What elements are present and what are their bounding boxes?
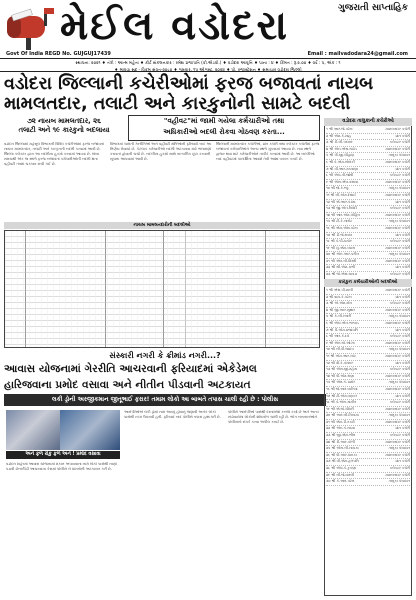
registration-number: Govt Of India REGD No. GUJGUJ17439 [6,51,111,57]
sidebar-row-name: ૨૫ શ્રી એસ.બી.નાયકા [326,446,359,451]
story2-column-1 [6,462,120,596]
sidebar-row [326,479,410,486]
issue-info-line-2: ♦ શ્રાવણ સુદ - વિક્રમ સંવત-૨૦૮૦ ♦ ગુરુવાર, ૧૫ ઓગસ્ટ, ૨૦૨૪ ♦ પો. રજીસ્ટ્રેશન ♦ સમાચાર વડોદરા જિલ્લો [114,67,302,72]
sidebar-row-place: કલેક્ટર કચેરી [389,173,410,178]
sidebar-row-place: તાલુકા પંચાયત [388,347,410,352]
mailbox-logo-icon [4,4,56,50]
subhead-boxed-line-2: અધિકારીઓ બદલી રોકવા ગોઠવણ કરતા... [163,128,285,136]
sidebar-row-place: કલેક્ટર કચેરી [389,206,410,211]
sidebar-row [326,219,410,226]
sidebar-row [326,367,410,374]
accused-photo-2 [60,410,120,450]
sidebar-row-name: ૧ શ્રી એસ.પી.માલી [326,288,353,292]
sidebar-row-place: મામલતદાર કચેરી [385,472,410,477]
main-headline-line-2: મામલતદાર, તલાટી અને કારકુનોની સામટે બદલી [4,94,351,114]
article-column-3-text: જિલ્લાની મામલતદાર કચેરીઓ, પ્રાંત કચેરી તથા કલેક્ટર કચેરીમાં ફરજ બજાવતાં કર્મચારીઓને અન્ય સ્થળે મૂકવામાં આવ્યા છે. નવા સ્થળે હાજર થવા માટે કર્મચારીઓને તાકીદ કરવામાં આવી છે. આ બદલીઓ બાદ વહીવટમાં પારદર્શિતા આવશે તેવી આશા વ્યક્ત કરાઈ છે. [216,142,320,161]
sidebar-list-1 [326,127,410,277]
sidebar-row-name: ૧૦ શ્રી જે.કે.ભટ્ટ [326,186,349,191]
sidebar-row-name: ૨૨ શ્રી સી.એમ.ડાભી [326,265,355,270]
sidebar-row-name: ૨૨ શ્રી એન.કે.રાઠવા [326,426,355,431]
sidebar-row-place: મામલતદાર કચેરી [385,320,410,325]
sidebar-row-place: મામલતદાર કચેરી [385,340,410,345]
sidebar-row-name: ૫ શ્રી પી.જી.ચૌહાણ [326,153,355,158]
sidebar-row-place: કલેક્ટર કચેરી [389,367,410,372]
story2-column-3-text: પોલીસે આરોપીઓ પાસેથી દસ્તાવેજો કબજે કર્યા છે અને અન્ય સંડોવાયેલા લોકોની શોધખોળ ચાલી રહી છે. ભોગ બનનારાઓને પોલીસનો સંપર્ક કરવા અપીલ કરાઈ છે. [228,410,319,424]
main-headline-line-1: વડોદરા જિલ્લાની કચેરીઓમાં ફરજ બજાવતાં નાયબ [4,74,374,94]
sidebar-row [326,380,410,387]
sidebar-row-place: પ્રાંત કચેરી [395,265,410,270]
sidebar-row-place: તાલુકા પંચાયત [388,252,410,257]
sidebar-row-name: ૨૬ શ્રી પી.આર.ધાનકા [326,452,357,457]
sidebar-row-place: મામલતદાર કચેરી [385,179,410,184]
sidebar-row-name: ૩ શ્રી એ.એમ.શેખ [326,301,353,306]
sidebar-row [326,127,410,134]
sidebar-row-place: કલેક્ટર કચેરી [389,433,410,438]
subhead-left-line-2: તલાટી અને ૧૯ કારકુનો બદલાયા [18,125,110,134]
sidebar-row-name: ૧૨ શ્રી એ.આર.પંડ્યા [326,199,356,204]
story2-highlight-bar: લકી ડ્રોની અરજીકમાન જીતૂભાઈ ફરાર! તમામ લોકો આ બાબતે તપાસ ચાલી રહી છે : પોલીસ [4,394,326,406]
sidebar-title-2: કારકુન કર્મચારીઓની બદલીઓ [324,279,412,287]
sidebar-row-name: ૧૩ શ્રી જી.એન.ત્રિવેદી [326,206,357,211]
sidebar-row [326,321,410,328]
sidebar-row [326,206,410,213]
sidebar-row-name: ૧૬ શ્રી જે.આર.બારિયા [326,386,358,391]
sidebar-row-name: ૧૯ શ્રી એ.જે.ચૌધરી [326,406,354,411]
sidebar-row-name: ૬ શ્રી એચ.એન.ભરવાડ [326,320,359,325]
story2-kicker: સંસ્કારી નગરી કે ક્રીમાંડ નગરી...? [109,351,221,360]
sidebar-row-place: તાલુકા પંચાયત [388,219,410,224]
sidebar-row-place: કલેક્ટર કચેરી [389,140,410,145]
sidebar-row-place: પ્રાંત કચેરી [395,199,410,204]
sidebar-row-name: ૬ શ્રી કે.એમ.સોલંકી [326,159,355,164]
sidebar-row-place: તાલુકા પંચાયત [388,413,410,418]
sidebar-row [326,272,410,277]
sidebar-row-place: મામલતદાર કચેરી [385,192,410,197]
sidebar-row [326,433,410,440]
sidebar-row-name: ૨૩ શ્રી જી.એમ.ભીલ [326,433,356,438]
story2-column-3 [228,410,324,596]
sidebar-row-place: પ્રાંત કચેરી [395,294,410,299]
sidebar-row-place: મામલતદાર કચેરી [385,386,410,391]
sidebar-row-place: મામલતદાર કચેરી [385,353,410,358]
sidebar-row [326,160,410,167]
sidebar-row [326,446,410,453]
sidebar-row-name: ૯ શ્રી એન.જે.ઓઝા [326,340,355,345]
sidebar-row-place: મામલતદાર કચેરી [385,288,410,292]
sidebar-row-name: ૧૪ શ્રી આર.એમ.ગોહિલ [326,212,360,217]
article-column-1-text: વડોદરા જિલ્લામાં મહેસૂલ વિભાગની વિવિધ કચેરીઓમાં ફરજ બજાવતાં નાયબ મામલતદાર, તલાટી અને કારકુનની બદલી કરવામાં આવી છે. જિલ્લા કલેક્ટર દ્વારા આ બદલીના હુકમો કરવામાં આવ્યા છે. લાંબા સમયથી એક જ સ્થળે ફરજ બજાવતાં કર્મચારીઓની બદલી થતા વહીવટી તંત્રમાં ચકચાર મચી ગઈ છે. [4,142,105,166]
article-column-1 [4,142,106,220]
sidebar-row-name: ૧૭ શ્રી ટી.એમ.વણકર [326,393,358,398]
story2-column-1-text: વડોદરા શહેરમાં આવાસ યોજનામાં મકાન અપાવવાના નામે લોકો પાસેથી નાણાં પડાવી છેતરપિંડી આચરવાના કેસમાં પોલીસે બે શખ્સોની અટકાયત કરી છે. [6,462,117,471]
sidebar-row-name: ૧૨ શ્રી વી.કે.પરમાર [326,360,353,365]
subhead-boxed-line-1: "વહીવટ"માં જામી ગયેલા કર્મચારીઓ તથા [163,117,285,125]
sidebar-row-name: ૧૯ શ્રી યુ.એમ.વ્યાસ [326,245,356,250]
article-column-2 [110,142,212,220]
sidebar-row-place: તાલુકા પંચાયત [388,380,410,385]
article-column-2-text: વિભાગમાં ચાલતી ગેરરીતિઓ અને વહીવટી ક્ષતિઓની ફરિયાદો બાદ આ નિર્ણય લેવાયો છે. કેટલાક કર્મચારીઓ બદલી અટકાવવા માટે ભલામણો કરાવતાં હોવાની ચર્ચા છે. બદલીના હુકમો સાથે તાત્કાલિક છૂટા કરવાની સૂચના આપવામાં આવી છે. [110,142,212,161]
sidebar-row [326,387,410,394]
sidebar-row-name: ૧૧ શ્રી બી.એમ.દેસાઈ [326,192,357,197]
sidebar-row [326,186,410,193]
sidebar-row [326,153,410,160]
sidebar-row-place: મામલતદાર કચેરી [385,127,410,131]
sidebar-row-place: મામલતદાર કચેરી [385,452,410,457]
sidebar-row [326,400,410,407]
sidebar-row-name: ૨૩ શ્રી જે.એસ.ચાવડા [326,272,358,277]
sidebar-row-place: પ્રાંત કચેરી [395,166,410,171]
sidebar-row [326,252,410,259]
sidebar-row [326,173,410,180]
story2-column-2-text: આરોપીઓએ લકી ડ્રોમાં નામ આવ્યું હોવાનું જણાવી અનેક લોકો પાસેથી રકમ ઉઘરાવી હતી. ફરિયાદ બાદ પોલીસે તપાસ હાથ ધરી છે. [124,410,221,419]
issue-info-line-1: સ્થાપનાઃ ૨૦૨૧ ♦ તંત્રી : આત્મ મહેતા ♦ કોર્ટ સંકલનકાર : રમેશ પ્રજાપતિ (કો.એડવો.) ♦ વડોદરા આવૃત્તિ ♦ પાના : ૪ ♦ કિંમત : રૂ.૨.૦૦ ♦ વર્ષ : ૫, અંક : ૧ [75,60,341,65]
sidebar-row-place: કલેક્ટર કચેરી [389,272,410,277]
issue-info-bar [0,58,416,72]
story2-headline-line-2: હારિજવાના પ્રમોદ વસાવા અને નીતીન પીડવાની અટકાયત [4,379,251,391]
contact-email: Email : mailvadodara24@gmail.com [307,51,408,57]
transfer-table-body [5,231,319,347]
sidebar-row-name: ૧૧ શ્રી એમ.આર.ખાંટ [326,353,356,358]
sidebar-row-place: મામલતદાર કચેરી [385,373,410,378]
sidebar-row-place: પ્રાંત કચેરી [395,393,410,398]
subhead-left [4,117,124,134]
sidebar-row-name: ૩ શ્રી ડી.બી.પરમાર [326,140,353,145]
sidebar-row-place: કલેક્ટર કચેરી [389,334,410,339]
sidebar-row-name: ૨૧ શ્રી એલ.બી.મિસ્ત્રી [326,258,356,263]
sidebar-row [326,347,410,354]
sidebar-row-name: ૧૫ શ્રી એલ.કે.ડામોર [326,380,356,385]
sidebar-row-place: પ્રાંત કચેરી [395,459,410,464]
sidebar-row-place: તાલુકા પંચાયત [388,479,410,484]
sidebar-row-name: ૨૭ શ્રી વી.એમ.હળપતિ [326,459,359,464]
sidebar-row-place: તાલુકા પંચાયત [388,446,410,451]
sidebar-row-place: તાલુકા પંચાયત [388,314,410,319]
transfer-table [4,230,320,348]
sidebar-row-place: મામલતદાર કચેરી [385,258,410,263]
sidebar-row-name: ૩૦ શ્રી કે.આર.પટેલ [326,479,355,484]
sidebar-row-name: ૧ શ્રી આર.જે.પટેલ [326,127,353,131]
sidebar-row [326,301,410,308]
sidebar-row-place: કલેક્ટર કચેરી [389,466,410,471]
sidebar-row-place: પ્રાંત કચેરી [395,232,410,237]
sidebar-row-place: મામલતદાર કચેરી [385,419,410,424]
newspaper-title: મેઈલ વડોદરા [60,2,290,49]
sidebar-row-name: ૧૫ શ્રી ટી.કે.બારોટ [326,219,353,224]
sidebar-row-name: ૪ શ્રી જી.આર.સુથાર [326,307,356,312]
sidebar-row-name: ૭ શ્રી વી.આર.મકવાણા [326,166,359,171]
sidebar-row-place: મામલતદાર કચેરી [385,225,410,230]
sidebar-row [326,334,410,341]
sidebar-row-name: ૧૬ શ્રી એમ.એસ.પટેલ [326,225,358,230]
sidebar-row [326,354,410,361]
sidebar-row-name: ૧૩ શ્રી એસ.જી.મહેતા [326,367,358,372]
article-column-3 [216,142,320,220]
sidebar-row-name: ૨૯ શ્રી બી.જે.વારલી [326,472,355,477]
newspaper-tagline: ગુજરાતી સાપ્તાહિક [338,3,408,13]
sidebar-row [326,193,410,200]
sidebar-row [326,314,410,321]
sidebar-row-place: મામલતદાર કચેરી [385,146,410,151]
subhead-boxed [128,115,320,141]
sidebar-row-place: તાલુકા પંચાયત [388,153,410,158]
sidebar-row-place: મામલતદાર કચેરી [385,245,410,250]
sidebar-list-2 [326,288,410,594]
sidebar-row [326,140,410,147]
sidebar-row [326,288,410,295]
sidebar-row-name: ૨૮ શ્રી એચ.કે.કુકણા [326,466,357,471]
sidebar-row-place: મામલતદાર કચેરી [385,159,410,164]
sidebar-row-place: મામલતદાર કચેરી [385,406,410,411]
masthead [0,0,416,62]
sidebar-row-name: ૪ શ્રી એન.એસ.રાઠોડ [326,146,357,151]
sidebar-row [326,413,410,420]
sidebar-row-place: પ્રાંત કચેરી [395,133,410,138]
sidebar-row-place: મામલતદાર કચેરી [385,212,410,217]
sidebar-row-name: ૫ શ્રી કે.બી.રબારી [326,314,352,319]
sidebar-row-name: ૯ શ્રી એસ.એલ.વસાવા [326,179,359,184]
sidebar-row [326,466,410,473]
sidebar-title-1: વડોદરા તાલુકાની કચેરીઓ [324,118,412,126]
sidebar-row-name: ૧૮ શ્રી કે.પી.ઠાકોર [326,239,352,244]
subhead-left-line-1: ૭૨ નાયબ મામલતદાર, ૨૬ [27,117,101,125]
sidebar-row-name: ૧૮ શ્રી કે.એસ.ગામીત [326,400,357,405]
sidebar-row-name: ૨ શ્રી એમ.કે.શાહ [326,133,352,138]
sidebar-row [326,226,410,233]
sidebar-row [326,239,410,246]
sidebar-row-name: ૧૪ શ્રી પી.એમ.રાણા [326,373,355,378]
sidebar-row-name: ૮ શ્રી આર.કે.દવે [326,334,350,339]
sidebar-row-name: ૨૦ શ્રી આર.બી.નિનામા [326,413,359,418]
story2-headline-line-1: આવાસ યોજનામાં ગેરરીતિ આચરવાની ફરિયાદમાં એકેડેમલ [4,363,257,375]
sidebar-row-name: ૨૪ શ્રી ડી.આર.કોળી [326,439,355,444]
sidebar-row-name: ૧૦ શ્રી બી.પી.જાદવ [326,347,354,352]
sidebar-row-name: ૭ શ્રી ડી.એમ.પ્રજાપતિ [326,327,358,332]
sidebar-row-place: પ્રાંત કચેરી [395,426,410,431]
sidebar-row-name: ૧૭ શ્રી ડી.જે.રાવલ [326,232,353,237]
photo-caption: અને ફળ રોકુ ફળ અને ! પ્રમોદ વસાવા [6,451,120,459]
sidebar-row-place: કલેક્ટર કચેરી [389,239,410,244]
sidebar-row-place: પ્રાંત કચેરી [395,327,410,332]
sidebar-row-place: મામલતદાર કચેરી [385,439,410,444]
sidebar-row-place: કલેક્ટર કચેરી [389,400,410,405]
sidebar-row-name: ૮ શ્રી એચ.પી.જોષી [326,173,354,178]
sidebar-row-place: પ્રાંત કચેરી [395,360,410,365]
sidebar-row-place: કલેક્ટર કચેરી [389,301,410,306]
story2-column-2 [124,410,224,596]
transfer-table-title: નાયબ મામલતદારોની બદલીઓ [4,222,320,229]
sidebar-row-place: મામલતદાર કચેરી [385,307,410,312]
sidebar-row-place: તાલુકા પંચાયત [388,186,410,191]
sidebar-row-name: ૨૦ શ્રી એન.આર.પરીખ [326,252,359,257]
sidebar-row-name: ૨ શ્રી વાય.કે.પટેલ [326,294,352,299]
accused-photo-1 [6,410,60,450]
sidebar-row-name: ૨૧ શ્રી એમ.ડી.તડવી [326,419,355,424]
